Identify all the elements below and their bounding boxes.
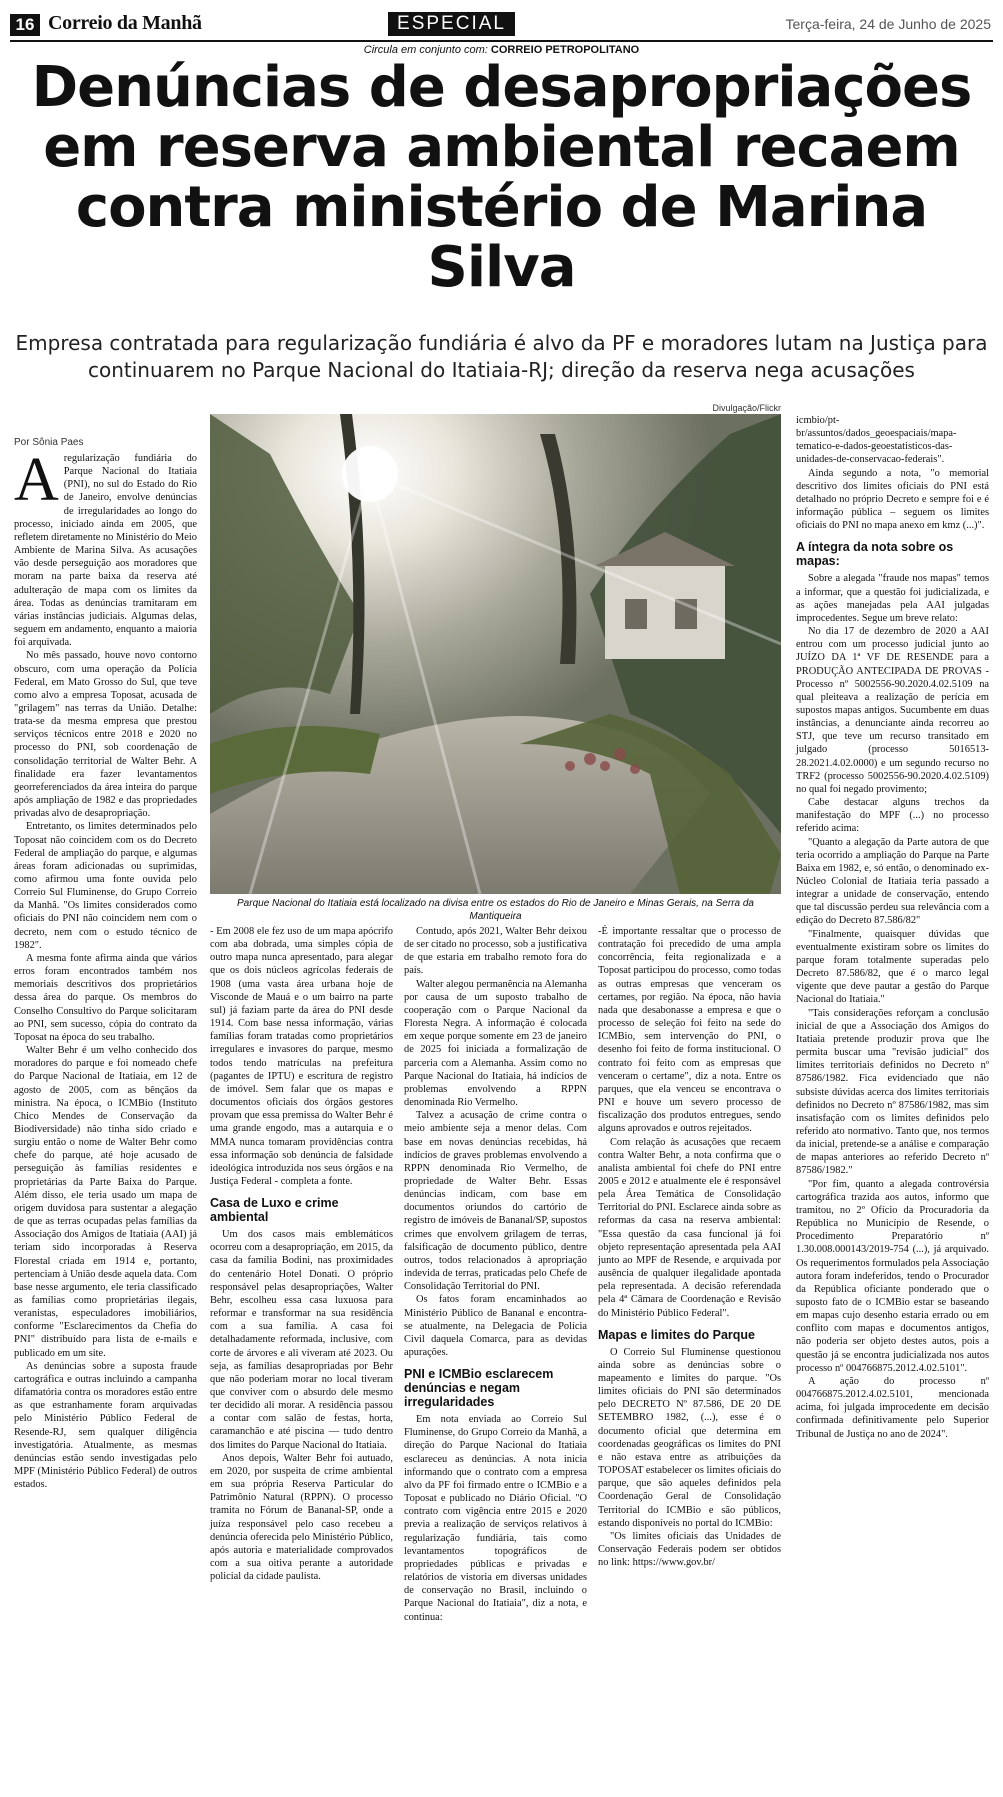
byline: Por Sônia Paes [14, 437, 84, 448]
paragraph: "Quanto a alegação da Parte autora de que teria ocorrido a ampliação do Parque na Parte Baixa em 1982, e, só então, o denominado ex-Núcleo Colonial de Itatiaia teria passado a integrar a unidade de conservação, entendo que tal discussão perdeu sua relevância com a edição do Decreto 87.586/82" [796, 836, 989, 927]
subheading-pni-icmbio: PNI e ICMBio esclarecem denúncias e negam irregularidades [404, 1367, 554, 1410]
paragraph: A ação do processo nº 004766875.2012.4.02.5101, mencionada acima, foi julgada improcedente em decisão confirmada definitivamente pelo Superior Tribunal de Justiça no ano de 2024". [796, 1375, 989, 1440]
paragraph: Walter alegou permanência na Alemanha por causa de um suposto trabalho de cooperação com o Parque Nacional da Floresta Negra. A informação é colocada em xeque porque somente em 23 de janeiro de 2025 foi iniciada a formalização de parceria com a Alemanha. Assim como no Parque Nacional do Itatiaia, há indícios de problemas envolvendo a RPPN denominada Rio Vermelho. [404, 978, 587, 1109]
column-3 [404, 925, 587, 1624]
paragraph: Em nota enviada ao Correio Sul Fluminense, do Grupo Correio da Manhã, a direção do Parque Nacional do Itatiaia esclareceu as denúncias. A nota inicia informando que o contrato com a empresa alvo da PF foi firmado entre o ICMBio e a Toposat e publicado no Diário Oficial. "O contrato com vigência entre 2015 e 2020 previa a realização de serviços relativos à regularização fundiária, tais como levantamentos topográficos de propriedades públicas e privadas e relatórios de vistoria em diversas unidades de conservação no Brasil, incluindo o Parque Nacional do Itatiaia", diz a nota, e continua: [404, 1414, 587, 1623]
section-tag: ESPECIAL [388, 12, 515, 36]
issue-date: Terça-feira, 24 de Junho de 2025 [785, 16, 991, 32]
paragraph: - Em 2008 ele fez uso de um mapa apócrifo com aba dobrada, uma simples cópia de outro mapa nunca apresentado, para alegar que os dois núcleos agrícolas federais de 1908 (uma vasta área urbana hoje de Visconde de Mauá e o um bairro na parte sul) já faziam parte da área do PNI desde 1914. Com base nessa informação, várias famílias foram tratadas como proprietários irregulares e invasores do parque, mesmo todos tendo matrículas na prefeitura (pagantes de IPTU) e escritura de registro de imóvel. Sem falar que os mapas e documentos oficiais dos órgãos gestores provam que essa premissa do Walter Behr é uma grande engodo, mas a autarquia e o MMA nunca tomaram providências contra essa informação sob denúncia de falsidade ideológica introduzida nos seus órgãos e na Justiça Federal - completa a fonte. [210, 926, 393, 1187]
paragraph: Os fatos foram encaminhados ao Ministério Público de Bananal e encontra-se atualmente, na Delegacia de Polícia Civil daquela Comarca, para as devidas apurações. [404, 1294, 587, 1358]
photo-credit: Divulgação/Flickr [712, 403, 781, 413]
paragraph: "Os limites oficiais das Unidades de Conservação Federais podem ser obtidos no link: https://www.gov.br/ [598, 1530, 781, 1569]
paragraph: Walter Behr é um velho conhecido dos moradores do parque e foi nomeado chefe do Parque Nacional de Itatiaia, em 12 de agosto de 2005, com as bênçãos da ministra. Na época, o ICMBio (Instituto Chico Mendes de Conservação da Biodiversidade) não tinha sido criado e surgiu então o nome de Walter Behr como chefe do parque, até hoje acusado de perseguição às famílias residentes e proprietárias da Parte Baixa do Parque. Além disso, ele teria usado um mapa de origem duvidosa para sustentar a alegação de que as terras ocupadas pelas famílias da Associação dos Amigos de Itatiaia (AAI) já teriam sido incorporadas à Reserva Florestal criada em 1914 e, portanto, pertenciam à União desde aquela data. Com base nesse argumento, ele teria classificado as famílias como proprietárias ilegais, veranistas, especuladores imobiliários, conforme "Esclarecimentos da Chefia do PNI" distribuído para lista de e-mails e publicado em um site. [14, 1045, 197, 1359]
drop-cap: A [14, 446, 59, 514]
paragraph: Contudo, após 2021, Walter Behr deixou de ser citado no processo, sob a justificativa de que estaria em trabalho remoto fora do país. [404, 926, 587, 977]
column-1 [14, 446, 197, 1491]
deck: Empresa contratada para regularização fundiária é alvo da PF e moradores lutam na Justiça para continuarem no Parque Nacional do Itatiaia-RJ; direção da reserva nega acusações [15, 331, 988, 382]
paragraph: O Correio Sul Fluminense questionou ainda sobre as denúncias sobre o mapeamento e limites do parque. "Os limites oficiais do PNI são determinados pelo DECRETO Nº 87.586, DE 20 DE SETEMBRO 1982, (...), esse é o documento oficial que determina em coordenadas geográficas os limites do PNI e não estava entre as atribuições da TOPOSAT estabelecer os limites oficiais do parque, que são aqueles definidos pela Coordenação Geral de Consolidação Territorial do ICMBio e são públicos, estando disponíveis no portal do ICMBio: [598, 1346, 781, 1529]
paragraph: A mesma fonte afirma ainda que vários erros foram encontrados também nos memoriais descritivos dos proprietários dessa área do parque. Os membros do Conselho Consultivo do Parque solicitaram ao PNI, sem sucesso, cópia do contrato da Toposat na época do seu trabalho. [14, 952, 197, 1043]
park-photo-illustration [210, 414, 781, 894]
circulation-partner: CORREIO PETROPOLITANO [490, 44, 640, 56]
paragraph: -É importante ressaltar que o processo de contratação foi precedido de uma ampla concorrência, feita regionalizada e a Toposat participou do processo, como todas as outras empresas que venceram os certames, por região. Na época, não havia nada que desabonasse a empresa e que o processo de seleção foi feito na sede do ICMBio, sem intervenção do PNI, o desenho foi feito de forma institucional. O contrato foi feito com as empresas que venceram o certame", diz a nota. Entre os parques, que ela venceu se encontrava o PNI e houve um severo processo de fiscalização dos produtos entregues, sendo alguns aprovados e outros rejeitados. [598, 926, 781, 1135]
subheading-integra-nota: A íntegra da nota sobre os mapas: [796, 540, 954, 569]
headline: Denúncias de desapropriações em reserva ambiental recaem contra ministério de Marina Silva [31, 55, 972, 300]
photo-caption: Parque Nacional do Itatiaia está localizado na divisa entre os estados do Rio de Janeiro e Minas Gerais, na Serra da Mantiqueira [237, 898, 754, 922]
paragraph: Com relação às acusações que recaem contra Walter Behr, a nota confirma que o analista ambiental foi chefe do PNI entre 2005 e 2012 e atualmente ele é responsável pela Área Temática de Consolidação Territorial do PNI. Esclarece ainda sobre as reformas da casa na reserva ambiental: "Essa questão da casa funcional já foi objeto representação apresentada pela AAI junto ao MPF de Resende, e arquivada por ausência de qualquer ilegalidade apontada pela representada. A decisão referendada pela 4ª Câmara de Coordenação e Revisão do Ministério Público Federal". [598, 1136, 781, 1319]
paragraph: As denúncias sobre a suposta fraude cartográfica e outras incluindo a campanha difamatória contra os moradores estão entre as que estranhamente foram arquivadas pelo Ministério Público Federal de Resende-RJ, sem qualquer diligência investigatória. Atualmente, as mesmas denúncias estão sendo investigadas pelo MPF (Ministério Público Federal) de outros estados. [14, 1360, 197, 1491]
paragraph: Ainda segundo a nota, "o memorial descritivo dos limites oficiais do PNI está detalhado no próprio Decreto e sempre foi e é informação pública – seguem os limites oficiais do PNI no mapa anexo em kmz (...)". [796, 467, 989, 532]
column-5 [796, 414, 989, 1441]
paragraph: No dia 17 de dezembro de 2020 a AAI entrou com um processo judicial junto ao JUÍZO DA 1ª VF DE RESENDE para a PRODUÇÃO ANTECIPADA DE PROVAS - Processo nº 5002556-90.2020.4.02.5109 na qual pleiteava a realização de perícia em supostos mapas antigos. Sucumbente em duas instâncias, a denunciante ainda recorreu ao STJ, que teve um recurso transitado em julgado (processo 5016513-28.2021.4.02.0000) e um segundo recurso no TRF2 (processo 5002556-90.2020.4.02.5109) no qual foi negado provimento; [796, 626, 989, 795]
paragraph: "Tais considerações reforçam a conclusão inicial de que a Associação dos Amigos do Itatiaia pretende produzir prova que lhe permita buscar uma "revisão judicial" dos limites territoriais definidos no Decreto nº 87586/1982. Fica evidenciado que não subsiste dúvidas acerca dos limites territoriais definidos no Decreto nº 87586/1982, mas sim insatisfação com os limites definidos pelo referido ato normativo. Tanto que, nos termos da inicial, pretende-se a análise e comparação de mapas anteriores ao referido Decreto nº 87586/1982." [796, 1007, 989, 1177]
paragraph: Um dos casos mais emblemáticos ocorreu com a desapropriação, em 2015, da casa da família Bodini, nas proximidades do centenário Hotel Donati. O próprio responsável pelas desapropriações, Walter Behr, escolheu essa casa luxuosa para reformar e transformar na sua residência com a sua família. A casa foi detalhadamente reformada, inclusive, com corte de árvores e ali viveram até 2023. Ou seja, as famílias desapropriadas por Behr que não poderiam morar no local tiveram que conviver com o absurdo dele mesmo ter decidido ali morar. A residência passou a contar com salão de festas, horta, caramanchão e até piscina — tudo dentro dos limites do Parque Nacional do Itatiaia. [210, 1229, 393, 1451]
paragraph: "Finalmente, quaisquer dúvidas que eventualmente existiram sobre os limites do parque foram totalmente superadas pelo Decreto 87.586/82, que é o marco legal vigente que deve pautar a gestão do Parque Nacional do Itatiaia." [796, 928, 989, 1006]
paper-name[interactable]: Correio da Manhã [48, 12, 202, 34]
paragraph: Talvez a acusação de crime contra o meio ambiente seja a menor delas. Com base em novas denúncias recebidas, há indícios de graves problemas envolvendo a RPPN denominada Rio Vermelho, de propriedade de Walter Behr. Essas denúncias indicam, com base em documentos oriundos do cartório de registro de imóveis de Bananal/SP, supostos crimes que envolvem grilagem de terras, falsificação de documento público, dentre outros, todos relacionados à apropriação indevida de terras, praticadas pelo Chefe de Consolidação Territorial do PNI. [404, 1110, 587, 1293]
column-2 [210, 925, 393, 1583]
paragraph: Sobre a alegada "fraude nos mapas" temos a informar, que a questão foi judicializada, e as ações manejadas pela AAI julgadas improcedentes. Segue um breve relato: [796, 573, 989, 624]
paragraph: Anos depois, Walter Behr foi autuado, em 2020, por suspeita de crime ambiental em sua própria Reserva Particular do Patrimônio Natural (RPPN). O processo tramita no Fórum de Bananal-SP, onde a juíza responsável pelo caso recebeu a denúncia oferecida pelo Ministério Público, após autoria e materialidade comprovados com a sua oitiva perante a autoridade policial da cidade paulista. [210, 1452, 393, 1583]
park-photo [210, 414, 781, 894]
header-rule [10, 40, 993, 42]
paragraph: "Por fim, quanto a alegada controvérsia cartográfica trazida aos autos, informo que tramitou, no 2º Ofício da Procuradoria da República no Município de Resende, o Procedimento Preparatório nº 1.30.008.000143/2019-754 (...), já arquivado. Os requerimentos formulados pela Associação autora foram indeferidos, tendo o Procurador da República oficiante ponderado que o suposto fato de o ICMBio estar se baseando em mapas cujo desenho estaria errado ou em conflito com mapas e documentos antigos, não poderia ser objeto destes autos, pois a questão já se encontra judicializada nos autos processo nº 004766875.2012.4.02.5101". [796, 1178, 989, 1374]
paragraph: Entretanto, os limites determinados pelo Toposat não coincidem com os do Decreto Federal de ampliação do parque, e algumas áreas foram adicionadas ou suprimidas, como afirmou uma fonte ouvida pelo Correio Sul Fluminense, do Grupo Correio da Manhã. "Os limites considerados como oficiais do PNI não coincidem nem com o decreto, nem com o estudo técnico de 1982". [14, 821, 197, 951]
paragraph: icmbio/pt-br/assuntos/dados_geoespaciais/mapa-tematico-e-dados-geoestatisticos-das-unidades-de-conservacao-federais". [796, 415, 957, 466]
column-4 [598, 925, 781, 1569]
page-number: 16 [10, 14, 40, 36]
subheading-casa-de-luxo: Casa de Luxo e crime ambiental [210, 1196, 339, 1225]
circulation-prefix: Circula em conjunto com: [363, 44, 488, 56]
paragraph: No mês passado, houve novo contorno obscuro, com uma operação da Polícia Federal, em Mato Grosso do Sul, que teve como alvo a empresa Toposat, acusada de "grilagem" nas terras da União. Detalhe: trata-se da mesma empresa que prestou serviços técnicos entre 2018 e 2020 no processo do PNI, sob coordenação de consolidação territorial de Walter Behr. A finalidade era fazer levantamentos georreferenciados da área inteira do parque após ampliação de 1982 e das propriedades privadas alvo de desapropriação. [14, 650, 197, 820]
paragraph: Cabe destacar alguns trechos da manifestação do MPF (...) no processo referido acima: [796, 797, 989, 835]
paragraph: regularização fundiária do Parque Nacional do Itatiaia (PNI), no sul do Estado do Rio de Janeiro, envolve denúncias de irregularidades ao longo do processo, iniciado ainda em 2005, que refletem diretamente no Ministério do Meio Ambiente de Marina Silva. As acusações vão desde perseguição aos moradores que moram na parte baixa da reserva até adulteração de mapa com os limites da área. Todas as denúncias tramitaram em várias instâncias judiciais. Algumas delas, seguem em andamento, enquanto a maioria foi arquivada. [14, 453, 197, 649]
subheading-mapas-limites: Mapas e limites do Parque [598, 1327, 755, 1342]
